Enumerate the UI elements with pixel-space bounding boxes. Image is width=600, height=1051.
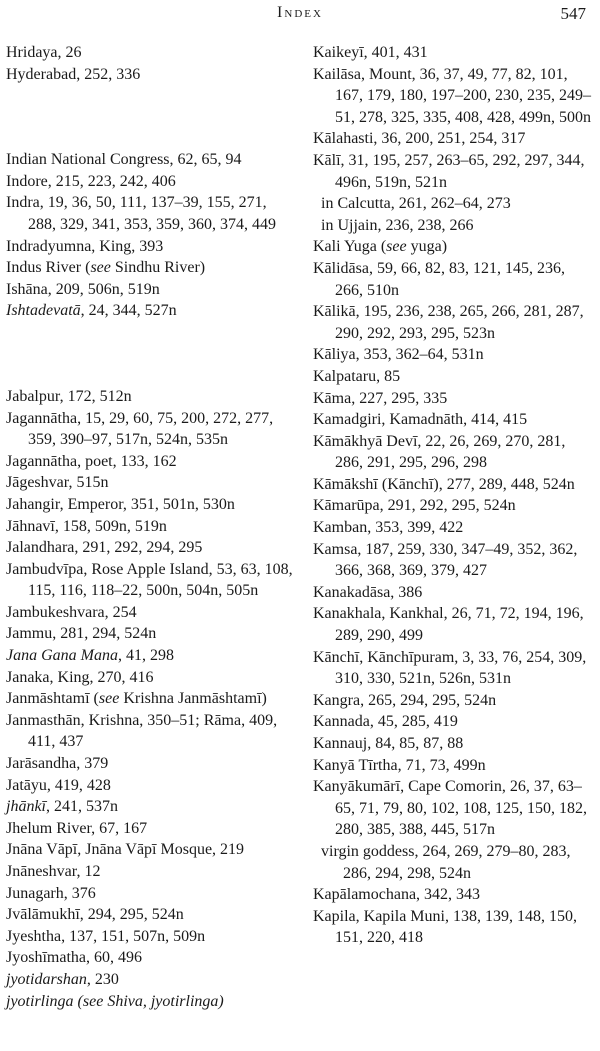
entry-text: Kāmarūpa, 291, 292, 295, 524n — [313, 497, 516, 515]
index-subentry — [313, 215, 595, 237]
index-entry — [6, 236, 296, 258]
index-subentry — [313, 193, 595, 215]
index-entry — [6, 861, 296, 883]
index-entry — [6, 472, 296, 494]
index-entry — [313, 755, 595, 777]
index-entry — [6, 602, 296, 624]
entry-text: jhānkī — [6, 798, 46, 816]
index-entry — [6, 904, 296, 926]
index-entry — [313, 603, 595, 646]
index-entry — [6, 775, 296, 797]
entry-text: Kāmākhyā Devī, 22, 26, 269, 270, 281, 286, 291, 295, 296, 298 — [313, 432, 566, 472]
entry-text: Jabalpur, 172, 512n — [6, 387, 132, 405]
index-entry — [6, 516, 296, 538]
index-entry — [313, 431, 595, 474]
entry-text: Jahangir, Emperor, 351, 501n, 530n — [6, 495, 235, 513]
index-entry — [6, 494, 296, 516]
index-entry — [6, 451, 296, 473]
entry-text: Junagarh, 376 — [6, 884, 96, 902]
index-entry — [6, 645, 296, 667]
index-entry — [6, 883, 296, 905]
entry-text: Jhelum River, 67, 167 — [6, 819, 148, 837]
entry-text: Jāgeshvar, 515n — [6, 474, 109, 492]
entry-text: Kailāsa, Mount, 36, 37, 49, 77, 82, 101, 167, 179, 180, 197–200, 230, 235, 249–51, 278, 325, 335, 408, 428, 499n, 500n — [313, 65, 591, 126]
index-entry — [313, 366, 595, 388]
entry-text: Jarāsandha, 379 — [6, 755, 109, 773]
entry-text: Kapila, Kapila Muni, 138, 139, 148, 150, 151, 220, 418 — [313, 907, 577, 947]
entry-text: see — [386, 238, 407, 256]
index-entry — [6, 408, 296, 451]
index-entry — [313, 388, 595, 410]
entry-text: Kāma, 227, 295, 335 — [313, 389, 448, 407]
entry-text: in Ujjain, 236, 238, 266 — [321, 216, 474, 234]
index-entry — [313, 776, 595, 841]
index-entry — [313, 517, 595, 539]
index-entry — [313, 474, 595, 496]
entry-text: Indra, 19, 36, 50, 111, 137–39, 155, 271, 288, 329, 341, 353, 359, 360, 374, 449 — [6, 194, 276, 233]
index-entry — [313, 711, 595, 733]
entry-text: Hyderabad, 252, 336 — [6, 65, 141, 83]
entry-text: Kālī, 31, 195, 257, 263–65, 292, 297, 344, 496n, 519n, 521n — [313, 151, 585, 191]
entry-text: Kamadgiri, Kamadnāth, 414, 415 — [313, 411, 528, 429]
index-entry — [6, 386, 296, 408]
entry-text: Jagannātha, poet, 133, 162 — [6, 452, 177, 470]
entry-text: Kaikeyī, 401, 431 — [313, 44, 428, 61]
entry-text: Janmāshtamī ( — [6, 690, 99, 708]
entry-text: Jana Gana Mana — [6, 647, 118, 665]
index-entry — [6, 300, 296, 322]
entry-text: Jambudvīpa, Rose Apple Island, 53, 63, 108, 115, 116, 118–22, 500n, 504n, 505n — [6, 560, 293, 600]
index-entry — [6, 688, 296, 710]
entry-text: Kamban, 353, 399, 422 — [313, 519, 464, 537]
index-entry — [6, 623, 296, 645]
entry-text: Kālikā, 195, 236, 238, 265, 266, 281, 287, 290, 292, 293, 295, 523n — [313, 303, 584, 342]
index-entry — [6, 839, 296, 861]
letter-section-gap — [6, 85, 296, 149]
index-entry — [313, 690, 595, 712]
entry-text: Kāliya, 353, 362–64, 531n — [313, 346, 484, 364]
index-entry — [313, 495, 595, 517]
entry-text: , 24, 344, 527n — [80, 302, 177, 320]
index-entry — [313, 582, 595, 604]
entry-text: Kanakadāsa, 386 — [313, 583, 423, 601]
index-entry — [6, 149, 296, 171]
index-column-left — [6, 42, 296, 1012]
index-entry — [313, 64, 595, 129]
entry-text: Jyoshīmatha, 60, 496 — [6, 949, 142, 967]
entry-text: Krishna Janmāshtamī) — [119, 690, 267, 708]
entry-text: Kannada, 45, 285, 419 — [313, 713, 458, 731]
index-entry — [313, 236, 595, 258]
entry-text: jyotidarshan — [6, 970, 87, 988]
index-entry — [6, 192, 296, 235]
index-entry — [6, 818, 296, 840]
entry-text: Hridaya, 26 — [6, 44, 82, 61]
entry-text: yuga) — [406, 238, 448, 256]
index-entry — [6, 559, 296, 602]
entry-text: virgin goddess, 264, 269, 279–80, 283, 286, 294, 298, 524n — [321, 842, 571, 882]
index-entry — [6, 42, 296, 64]
entry-text: Ishāna, 209, 506n, 519n — [6, 280, 160, 298]
letter-section-gap — [6, 322, 296, 386]
entry-text: see — [90, 259, 111, 277]
index-entry — [6, 796, 296, 818]
index-entry — [6, 926, 296, 948]
entry-text: Kālahasti, 36, 200, 251, 254, 317 — [313, 130, 526, 148]
entry-text: Kapālamochana, 342, 343 — [313, 886, 481, 904]
entry-text: Indradyumna, King, 393 — [6, 237, 164, 255]
entry-text: Jnāneshvar, 12 — [6, 863, 101, 880]
index-entry — [313, 733, 595, 755]
page-header — [0, 2, 600, 28]
index-entry — [313, 42, 595, 64]
entry-text: Kangra, 265, 294, 295, 524n — [313, 691, 497, 709]
index-subentry — [313, 841, 595, 884]
index-entry — [6, 969, 296, 991]
entry-text: Kanakhala, Kankhal, 26, 71, 72, 194, 196, 289, 290, 499 — [313, 605, 584, 645]
index-entry — [313, 884, 595, 906]
entry-text: Kānchī, Kānchīpuram, 3, 33, 76, 254, 309, 310, 330, 521n, 526n, 531n — [313, 648, 587, 688]
index-entry — [6, 710, 296, 753]
entry-text: Jnāna Vāpī, Jnāna Vāpī Mosque, 219 — [6, 841, 245, 859]
entry-text: Indore, 215, 223, 242, 406 — [6, 172, 176, 190]
entry-text: , 230 — [86, 970, 119, 988]
entry-text: Jagannātha, 15, 29, 60, 75, 200, 272, 277, 359, 390–97, 517n, 524n, 535n — [6, 409, 274, 449]
page-number: 547 — [560, 4, 586, 23]
index-entry — [6, 667, 296, 689]
entry-text: see — [98, 690, 120, 708]
entry-text: Kāmākshī (Kānchī), 277, 289, 448, 524n — [313, 475, 575, 493]
entry-text: , 241, 537n — [46, 798, 118, 816]
index-entry — [6, 947, 296, 969]
index-entry — [313, 647, 595, 690]
entry-text: Sindhu River) — [110, 259, 206, 277]
index-entry — [313, 301, 595, 344]
index-entry — [313, 128, 595, 150]
index-column-right — [313, 42, 595, 949]
index-entry — [6, 279, 296, 301]
index-entry — [313, 344, 595, 366]
entry-text: Indian National Congress, 62, 65, 94 — [6, 151, 242, 169]
entry-text: Indus River ( — [6, 259, 91, 277]
entry-text: Jyeshtha, 137, 151, 507n, 509n — [6, 927, 206, 945]
index-entry — [6, 991, 296, 1013]
index-entry — [313, 409, 595, 431]
entry-text: , 41, 298 — [117, 647, 174, 665]
entry-text: Jambukeshvara, 254 — [6, 603, 137, 621]
entry-text: Jāhnavī, 158, 509n, 519n — [6, 517, 167, 535]
entry-text: Janmasthān, Krishna, 350–51; Rāma, 409, 411, 437 — [6, 711, 278, 751]
entry-text: Jatāyu, 419, 428 — [6, 776, 111, 794]
index-entry — [6, 537, 296, 559]
entry-text: Kalpataru, 85 — [313, 367, 401, 385]
index-entry — [313, 539, 595, 582]
entry-text: Jvālāmukhī, 294, 295, 524n — [6, 906, 184, 924]
index-entry — [6, 171, 296, 193]
entry-text: Jalandhara, 291, 292, 294, 295 — [6, 539, 203, 557]
entry-text: Ishtadevatā — [6, 302, 81, 320]
entry-text: Jammu, 281, 294, 524n — [6, 625, 157, 643]
entry-text: in Calcutta, 261, 262–64, 273 — [321, 195, 511, 213]
entry-text: jyotirlinga (see Shiva, jyotirlinga) — [6, 992, 224, 1010]
running-head: Index — [277, 4, 323, 21]
entry-text: Janaka, King, 270, 416 — [6, 668, 154, 686]
entry-text: Kamsa, 187, 259, 330, 347–49, 352, 362, 366, 368, 369, 379, 427 — [313, 540, 578, 580]
index-entry — [6, 64, 296, 86]
index-entry — [6, 753, 296, 775]
entry-text: Kālidāsa, 59, 66, 82, 83, 121, 145, 236, 266, 510n — [313, 259, 565, 299]
entry-text: Kannauj, 84, 85, 87, 88 — [313, 735, 464, 752]
entry-text: Kanyākumārī, Cape Comorin, 26, 37, 63–65, 71, 79, 80, 102, 108, 125, 150, 182, 280, 385, 388, 445, 517n — [313, 778, 587, 839]
index-entry — [313, 258, 595, 301]
entry-text: Kanyā Tīrtha, 71, 73, 499n — [313, 756, 486, 774]
entry-text: Kali Yuga ( — [313, 238, 387, 256]
index-entry — [313, 150, 595, 193]
index-entry — [6, 257, 296, 279]
index-entry — [313, 906, 595, 949]
